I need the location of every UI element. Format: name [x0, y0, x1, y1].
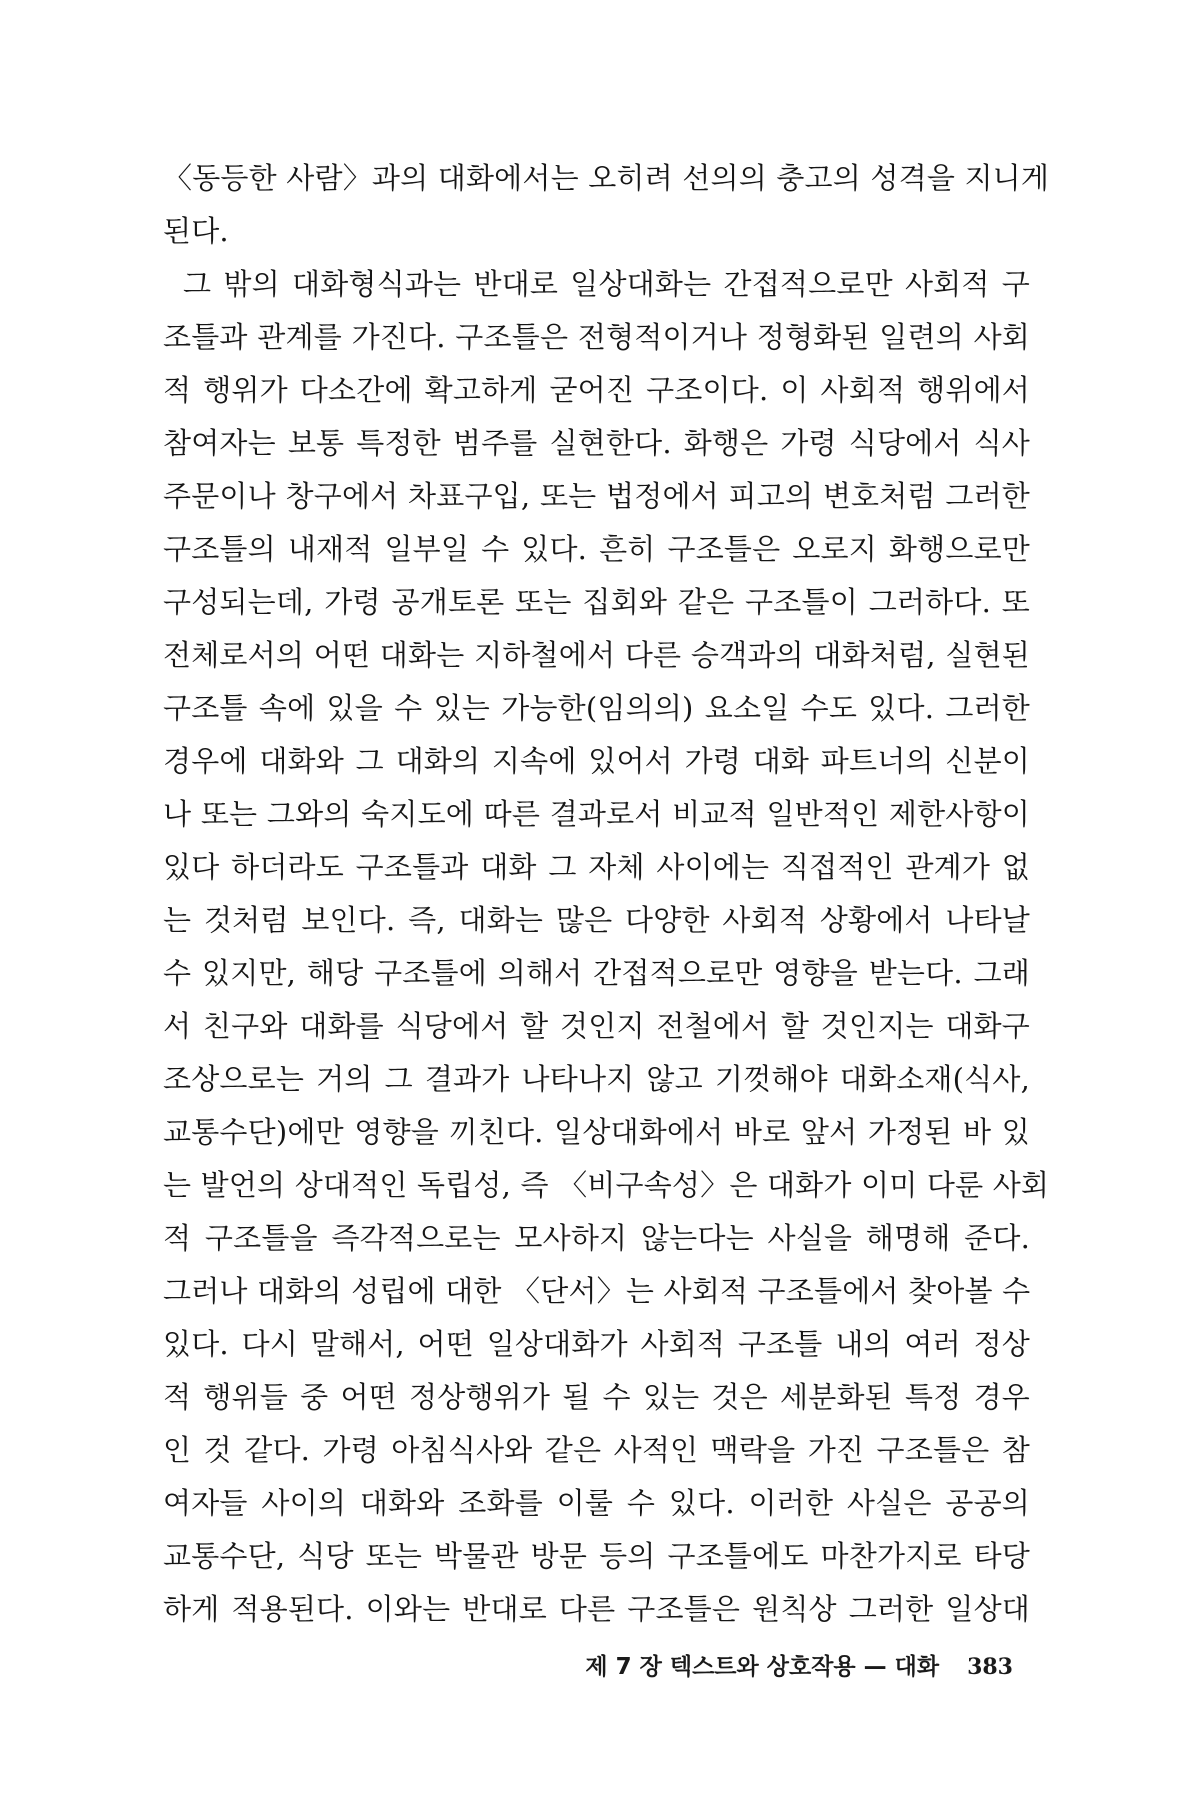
text-line: 교통수단, 식당 또는 박물관 방문 등의 구조틀에도 마찬가지로 타당 [163, 1539, 1030, 1573]
page-number: 383 [967, 1654, 1013, 1680]
chapter-title: 제 7 장 텍스트와 상호작용 — 대화 [585, 1654, 940, 1680]
text-line: 그 밖의 대화형식과는 반대로 일상대화는 간접적으로만 사회적 구 [183, 267, 1030, 301]
text-line: 참여자는 보통 특정한 범주를 실현한다. 화행은 가령 식당에서 식사 [163, 426, 1030, 460]
text-line: 서 친구와 대화를 식당에서 할 것인지 전철에서 할 것인지는 대화구 [163, 1009, 1030, 1043]
text-line: 〈동등한 사람〉과의 대화에서는 오히려 선의의 충고의 성격을 지니게 [163, 161, 1050, 195]
text-line: 조틀과 관계를 가진다. 구조틀은 전형적이거나 정형화된 일련의 사회 [163, 320, 1030, 354]
text-line: 여자들 사이의 대화와 조화를 이룰 수 있다. 이러한 사실은 공공의 [163, 1486, 1030, 1520]
text-line: 교통수단)에만 영향을 끼친다. 일상대화에서 바로 앞서 가정된 바 있 [163, 1115, 1030, 1149]
text-line: 인 것 같다. 가령 아침식사와 같은 사적인 맥락을 가진 구조틀은 참 [163, 1433, 1030, 1467]
text-line: 조상으로는 거의 그 결과가 나타나지 않고 기껏해야 대화소재(식사, [163, 1062, 1030, 1096]
text-line: 된다. [163, 214, 229, 248]
text-line: 하게 적용된다. 이와는 반대로 다른 구조틀은 원칙상 그러한 일상대 [163, 1592, 1030, 1626]
text-line: 구조틀의 내재적 일부일 수 있다. 흔히 구조틀은 오로지 화행으로만 [163, 532, 1030, 566]
text-line: 적 행위들 중 어떤 정상행위가 될 수 있는 것은 세분화된 특정 경우 [163, 1380, 1030, 1414]
text-line: 는 발언의 상대적인 독립성, 즉 〈비구속성〉은 대화가 이미 다룬 사회 [163, 1168, 1050, 1202]
text-line: 는 것처럼 보인다. 즉, 대화는 많은 다양한 사회적 상황에서 나타날 [163, 903, 1030, 937]
text-line: 구조틀 속에 있을 수 있는 가능한(임의의) 요소일 수도 있다. 그러한 [163, 691, 1030, 725]
text-line: 적 구조틀을 즉각적으로는 모사하지 않는다는 사실을 해명해 준다. [163, 1221, 1030, 1255]
text-line: 적 행위가 다소간에 확고하게 굳어진 구조이다. 이 사회적 행위에서 [163, 373, 1030, 407]
text-line: 경우에 대화와 그 대화의 지속에 있어서 가령 대화 파트너의 신분이 [163, 744, 1030, 778]
running-footer [553, 1648, 1013, 1688]
text-line: 있다. 다시 말해서, 어떤 일상대화가 사회적 구조틀 내의 여러 정상 [163, 1327, 1030, 1361]
text-line: 구성되는데, 가령 공개토론 또는 집회와 같은 구조틀이 그러하다. 또 [163, 585, 1030, 619]
text-line: 전체로서의 어떤 대화는 지하철에서 다른 승객과의 대화처럼, 실현된 [163, 638, 1030, 672]
text-line: 주문이나 창구에서 차표구입, 또는 법정에서 피고의 변호처럼 그러한 [163, 479, 1030, 513]
text-line: 나 또는 그와의 숙지도에 따른 결과로서 비교적 일반적인 제한사항이 [163, 797, 1030, 831]
body-text [163, 152, 1050, 1636]
text-line: 수 있지만, 해당 구조틀에 의해서 간접적으로만 영향을 받는다. 그래 [163, 956, 1030, 990]
text-line: 그러나 대화의 성립에 대한 〈단서〉는 사회적 구조틀에서 찾아볼 수 [163, 1274, 1031, 1308]
text-line: 있다 하더라도 구조틀과 대화 그 자체 사이에는 직접적인 관계가 없 [163, 850, 1030, 884]
